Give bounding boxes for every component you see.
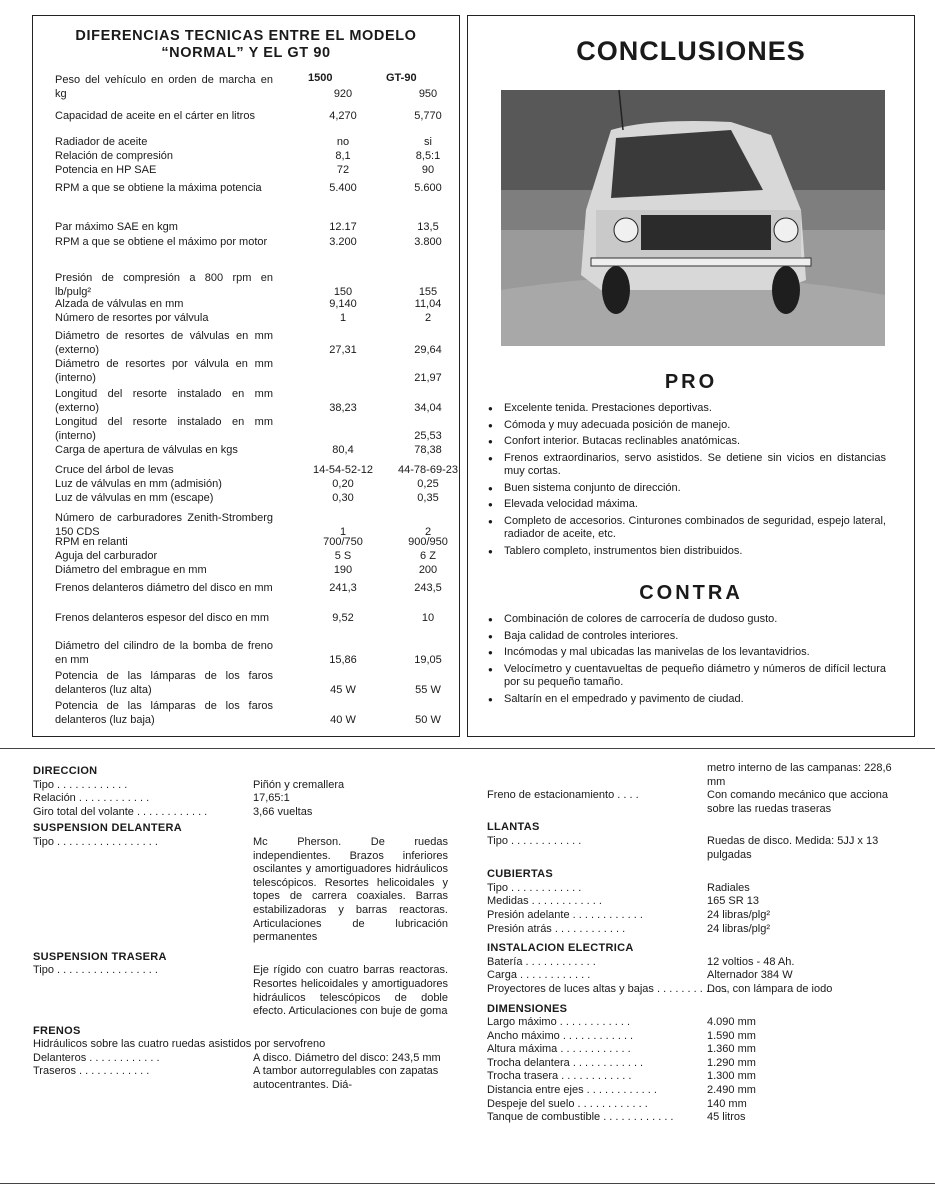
spec-row <box>55 330 451 357</box>
spec-label: Diámetro de resortes por válvula en mm (interno) <box>55 358 273 384</box>
spec-label: Presión de compresión a 800 rpm en lb/pulg² <box>55 272 273 298</box>
row-value: A disco. Diámetro del disco: 243,5 mm <box>253 1051 441 1064</box>
row-label: Tipo . . . . . . . . . . . . . . . . . <box>33 835 158 848</box>
spec-label: Relación de compresión <box>55 150 174 162</box>
direccion-rows <box>33 779 448 820</box>
value-1500: 190 <box>333 564 353 576</box>
spec-row <box>55 236 451 250</box>
value-1500: 4,270 <box>329 110 357 122</box>
spec-label: Cruce del árbol de levas <box>55 464 174 476</box>
value-1500: 9,52 <box>332 612 354 624</box>
pro-item: ● Completo de accesorios. Cinturones combinados de seguridad, espejo lateral, radiador de aceite, etc. <box>486 515 886 542</box>
spec-row <box>55 670 451 697</box>
row-label: Carga . . . . . . . . . . . . <box>487 969 591 982</box>
title-line-1: DIFERENCIAS TECNICAS ENTRE EL MODELO <box>75 28 417 44</box>
row-value: 3,66 vueltas <box>253 805 313 818</box>
value-gt90: 55 W <box>415 683 441 696</box>
spec-label: Frenos delanteros espesor del disco en mm <box>55 612 269 624</box>
row-value: Mc Pherson. De ruedas independientes. Brazos inferiores oscilantes y amortiguadores hidráulicos telescópicos. Resortes helicoidales y topes de carrera coaxiales. Barras estabilizadoras y barras reactoras. Articulaciones de lubricación permanentes <box>253 835 448 944</box>
row-value: 1.300 mm <box>707 1070 756 1083</box>
value-gt90: 5.600 <box>414 182 442 194</box>
row-value: 24 libras/plg² <box>707 908 770 921</box>
value-1500: 14-54-52-12 <box>313 464 373 476</box>
pro-item: ● Cómoda y muy adecuada posición de manejo. <box>486 419 886 433</box>
conclusions-panel <box>467 15 915 737</box>
pro-item: ● Frenos extraordinarios, servo asistidos. Se detiene sin vicios en distancias muy cortas. <box>486 452 886 479</box>
row-label: Tipo . . . . . . . . . . . . <box>487 881 582 894</box>
row-label: Freno de estacionamiento . . . . <box>487 789 639 801</box>
value-1500: 9,140 <box>329 298 357 310</box>
row-value: 12 voltios - 48 Ah. <box>707 955 795 968</box>
value-1500: 150 <box>333 285 353 298</box>
row-label: Tipo . . . . . . . . . . . . <box>33 778 128 791</box>
value-1500: no <box>336 136 350 148</box>
row-value: 140 mm <box>707 1097 747 1110</box>
value-1500: 38,23 <box>329 401 357 414</box>
spec-label: Potencia en HP SAE <box>55 164 157 176</box>
spec-label: Potencia de las lámparas de los faros delanteros (luz baja) <box>55 700 273 726</box>
spec-label: Radiador de aceite <box>55 136 148 148</box>
value-1500: 72 <box>336 164 350 176</box>
row-label: Giro total del volante . . . . . . . . . . . . <box>33 805 208 818</box>
row-value: A tambor autorregulables con zapatas autocentrantes. Diá- <box>253 1065 439 1092</box>
spec-label: Aguja del carburador <box>55 550 158 562</box>
row-label: Ancho máximo . . . . . . . . . . . . <box>487 1029 634 1042</box>
spec-row <box>55 464 458 478</box>
row-value: 1.360 mm <box>707 1043 756 1056</box>
spec-detail-row <box>33 792 448 806</box>
spec-label: Peso del vehículo en orden de marcha en kg <box>55 74 273 100</box>
direccion-heading: DIRECCION <box>33 765 98 777</box>
spec-label: Capacidad de aceite en el cárter en litros <box>55 110 255 122</box>
instalacion-electrica-rows <box>487 956 902 997</box>
contra-item: ● Combinación de colores de carrocería de dudoso gusto. <box>486 613 886 627</box>
row-value: 4.090 mm <box>707 1016 756 1029</box>
row-label: Presión atrás . . . . . . . . . . . . <box>487 922 626 935</box>
spec-label: RPM a que se obtiene el máximo por motor <box>55 236 268 248</box>
value-gt90: 25,53 <box>414 429 442 442</box>
row-value: Dos, con lámpara de iodo <box>707 982 833 995</box>
value-1500: 40 W <box>330 713 356 726</box>
spec-row <box>55 136 451 150</box>
frenos-heading: FRENOS <box>33 1024 81 1037</box>
spec-detail-row <box>487 1016 902 1030</box>
column-header-gt90: GT-90 <box>386 72 417 84</box>
spec-row <box>55 110 451 124</box>
value-1500: 80,4 <box>332 444 354 456</box>
spec-detail-row <box>33 1052 448 1066</box>
spec-row <box>55 640 451 667</box>
value-gt90: 11,04 <box>414 298 442 310</box>
specs-right-column <box>487 762 902 1125</box>
spec-row <box>55 74 451 101</box>
spec-row <box>55 582 451 596</box>
spec-row <box>55 700 451 727</box>
row-label: Trocha trasera . . . . . . . . . . . . <box>487 1070 632 1083</box>
spec-detail-row <box>33 1065 448 1092</box>
spec-label: Carga de apertura de válvulas en kgs <box>55 444 238 456</box>
value-gt90: 10 <box>421 612 435 624</box>
technical-differences-title <box>33 28 459 62</box>
row-label: Altura máxima . . . . . . . . . . . . <box>487 1043 631 1056</box>
row-value: Radiales <box>707 881 750 894</box>
spec-detail-row <box>487 1098 902 1112</box>
value-1500: 1 <box>339 525 347 538</box>
spec-label: RPM a que se obtiene la máxima potencia <box>55 182 262 194</box>
value-gt90: 19,05 <box>414 653 442 666</box>
conclusions-title: CONCLUSIONES <box>576 36 806 66</box>
spec-label: RPM en relanti <box>55 536 128 548</box>
technical-differences-panel <box>32 15 460 737</box>
value-1500: 5.400 <box>329 182 357 194</box>
value-gt90: 200 <box>418 564 438 576</box>
spec-row <box>55 564 451 578</box>
row-label: Delanteros . . . . . . . . . . . . <box>33 1051 160 1064</box>
row-value: 45 litros <box>707 1111 746 1124</box>
value-1500: 12.17 <box>329 221 357 233</box>
value-gt90: 44-78-69-23 <box>398 464 458 476</box>
spec-detail-row <box>487 882 902 896</box>
row-label: Presión adelante . . . . . . . . . . . . <box>487 908 643 921</box>
value-1500: 700/750 <box>323 536 363 548</box>
row-value <box>707 762 902 816</box>
spec-detail-row <box>487 1057 902 1071</box>
value-gt90: 2 <box>424 525 432 538</box>
footer-rule <box>0 1183 935 1184</box>
spec-detail-row <box>487 1043 902 1057</box>
pro-item: ● Tablero completo, instrumentos bien distribuidos. <box>486 545 886 559</box>
value-1500: 241,3 <box>329 582 357 594</box>
value-gt90: 0,25 <box>417 478 439 490</box>
spec-row <box>55 221 451 235</box>
spec-detail-row <box>487 835 902 862</box>
spec-row <box>55 312 451 326</box>
spec-label: Par máximo SAE en kgm <box>55 221 178 233</box>
spec-row <box>55 416 451 443</box>
value-1500: 8,1 <box>335 150 351 162</box>
row-value: Alternador 384 W <box>707 969 793 982</box>
spec-row <box>55 536 451 550</box>
value-gt90: 13,5 <box>417 221 439 233</box>
car-illustration <box>501 90 885 346</box>
value-gt90: 950 <box>418 87 438 100</box>
spec-label: Diámetro de resortes de válvulas en mm (externo) <box>55 330 273 356</box>
value-1500: 0,20 <box>332 478 354 490</box>
freno-estacionamiento-row <box>487 762 902 816</box>
car-photo <box>501 90 885 346</box>
spec-detail-row <box>487 909 902 923</box>
pro-list <box>486 402 886 561</box>
value-1500: 1 <box>339 312 347 324</box>
spec-detail-row <box>487 956 902 970</box>
value-1500: 15,86 <box>329 653 357 666</box>
spec-label: Número de carburadores Zenith-Stromberg 150 CDS <box>55 512 273 538</box>
spec-detail-row <box>487 1111 902 1125</box>
pro-heading: PRO <box>664 371 718 393</box>
column-header-1500: 1500 <box>308 72 333 84</box>
susp-trasera-heading: SUSPENSION TRASERA <box>33 950 167 963</box>
spec-row <box>55 358 451 385</box>
spec-row <box>55 388 451 415</box>
row-label: Tipo . . . . . . . . . . . . . . . . . <box>33 964 158 977</box>
dimensiones-heading: DIMENSIONES <box>487 1002 568 1015</box>
pro-item: ● Elevada velocidad máxima. <box>486 498 886 512</box>
spec-label: Luz de válvulas en mm (escape) <box>55 492 214 504</box>
row-value: 1.290 mm <box>707 1056 756 1069</box>
contra-list <box>486 613 886 709</box>
spec-label: Luz de válvulas en mm (admisión) <box>55 478 222 490</box>
spec-detail-row <box>487 1030 902 1044</box>
frenos-intro: Hidráulicos sobre las cuatro ruedas asistidos por servofreno <box>33 1038 326 1051</box>
contra-item: ● Incómodas y mal ubicadas las manivelas de los levantavidrios. <box>486 646 886 660</box>
row-value: Piñón y cremallera <box>253 778 345 791</box>
row-label: Batería . . . . . . . . . . . . <box>487 955 596 968</box>
spec-detail-row <box>487 969 902 983</box>
dimensiones-rows <box>487 1016 902 1125</box>
spec-label: Longitud del resorte instalado en mm (externo) <box>55 388 273 414</box>
row-label: Relación . . . . . . . . . . . . <box>33 792 150 805</box>
spec-row <box>55 612 451 626</box>
spec-row <box>55 164 451 178</box>
row-value: 24 libras/plg² <box>707 922 770 935</box>
contra-heading: CONTRA <box>639 582 743 604</box>
spec-detail-row <box>33 806 448 820</box>
row-value: 17,65:1 <box>253 792 290 805</box>
row-label: Medidas . . . . . . . . . . . . <box>487 895 602 908</box>
row-label: Tanque de combustible . . . . . . . . . . . . <box>487 1111 674 1124</box>
cubiertas-rows <box>487 882 902 936</box>
contra-item: ● Velocímetro y cuentavueltas de pequeño diámetro y números de difícil lectura por su pequeño tamaño. <box>486 663 886 690</box>
value-main: Con comando mecánico que acciona sobre las ruedas traseras <box>707 789 889 815</box>
value-1500: 5 S <box>334 550 352 562</box>
row-label: Despeje del suelo . . . . . . . . . . . . <box>487 1097 648 1110</box>
value-1500: 45 W <box>330 683 356 696</box>
value-gt90: 34,04 <box>414 401 442 414</box>
value-gt90: 78,38 <box>414 444 442 456</box>
row-value: Ruedas de disco. Medida: 5JJ x 13 pulgadas <box>707 834 879 861</box>
value-gt90: 0,35 <box>417 492 439 504</box>
spec-label: Alzada de válvulas en mm <box>55 298 184 310</box>
value-gt90: 243,5 <box>414 582 442 594</box>
spec-label: Diámetro del cilindro de la bomba de freno en mm <box>55 640 273 666</box>
value-continuation: metro interno de las campanas: 228,6 mm <box>707 762 892 788</box>
spec-detail-row <box>487 1084 902 1098</box>
row-label: Distancia entre ejes . . . . . . . . . . . . <box>487 1084 657 1097</box>
spec-detail-row <box>487 983 902 997</box>
frenos-rows <box>33 1052 448 1093</box>
pro-item: ● Buen sistema conjunto de dirección. <box>486 482 886 496</box>
llantas-heading: LLANTAS <box>487 821 540 834</box>
spec-row <box>55 182 451 196</box>
spec-label: Potencia de las lámparas de los faros delanteros (luz alta) <box>55 670 273 696</box>
spec-detail-row <box>487 923 902 937</box>
row-value: 1.590 mm <box>707 1029 756 1042</box>
value-gt90: 5,770 <box>414 110 442 122</box>
row-label: Proyectores de luces altas y bajas . . . . . . . . . . . . <box>487 982 728 995</box>
spec-row <box>55 298 451 312</box>
value-gt90: 2 <box>424 312 432 324</box>
value-1500: 0,30 <box>332 492 354 504</box>
instalacion-electrica-heading: INSTALACION ELECTRICA <box>487 942 634 955</box>
llantas-rows <box>487 835 902 862</box>
value-gt90: 6 Z <box>420 550 436 562</box>
value-gt90: 29,64 <box>414 343 442 356</box>
susp-delantera-row <box>33 836 448 945</box>
spec-row <box>55 272 451 299</box>
value-1500: 3.200 <box>329 236 357 248</box>
value-gt90: 50 W <box>415 713 441 726</box>
spec-detail-row <box>487 1070 902 1084</box>
spec-detail-row <box>33 779 448 793</box>
spec-label: Longitud del resorte instalado en mm (interno) <box>55 416 273 442</box>
specs-left-column <box>33 765 448 1093</box>
cubiertas-heading: CUBIERTAS <box>487 868 554 881</box>
value-1500: 920 <box>333 87 353 100</box>
spec-label: Diámetro del embrague en mm <box>55 564 207 576</box>
pro-item: ● Excelente tenida. Prestaciones deportivas. <box>486 402 886 416</box>
value-gt90: si <box>424 136 432 148</box>
value-gt90: 8,5:1 <box>415 150 441 162</box>
pro-item: ● Confort interior. Butacas reclinables anatómicas. <box>486 435 886 449</box>
spec-row <box>55 150 451 164</box>
spec-detail-row <box>487 895 902 909</box>
contra-item: ● Saltarín en el empedrado y pavimento de ciudad. <box>486 693 886 707</box>
row-label: Tipo . . . . . . . . . . . . <box>487 834 582 847</box>
section-divider <box>0 748 935 749</box>
value-gt90: 21,97 <box>414 371 442 384</box>
spec-row <box>55 550 451 564</box>
row-label: Traseros . . . . . . . . . . . . <box>33 1065 150 1078</box>
row-value: 165 SR 13 <box>707 895 759 908</box>
row-label: Trocha delantera . . . . . . . . . . . . <box>487 1056 644 1069</box>
value-gt90: 90 <box>421 164 435 176</box>
susp-trasera-row <box>33 964 448 1018</box>
value-gt90: 155 <box>418 285 438 298</box>
spec-row <box>55 478 451 492</box>
spec-label: Número de resortes por válvula <box>55 312 209 324</box>
row-value: Eje rígido con cuatro barras reactoras. Resortes helicoidales y amortiguadores hidráulicos telescópicos de doble efecto. Articulaciones con buje de goma <box>253 964 448 1018</box>
value-gt90: 900/950 <box>408 536 448 548</box>
row-label: Largo máximo . . . . . . . . . . . . <box>487 1016 631 1029</box>
value-1500: 27,31 <box>329 343 357 356</box>
title-line-2: “NORMAL” Y EL GT 90 <box>161 45 331 61</box>
value-gt90: 3.800 <box>414 236 442 248</box>
spec-label: Frenos delanteros diámetro del disco en mm <box>55 582 273 594</box>
spec-row <box>55 444 451 458</box>
contra-item: ● Baja calidad de controles interiores. <box>486 630 886 644</box>
row-value: 2.490 mm <box>707 1084 756 1097</box>
spec-row <box>55 492 451 506</box>
susp-delantera-heading: SUSPENSION DELANTERA <box>33 822 183 835</box>
